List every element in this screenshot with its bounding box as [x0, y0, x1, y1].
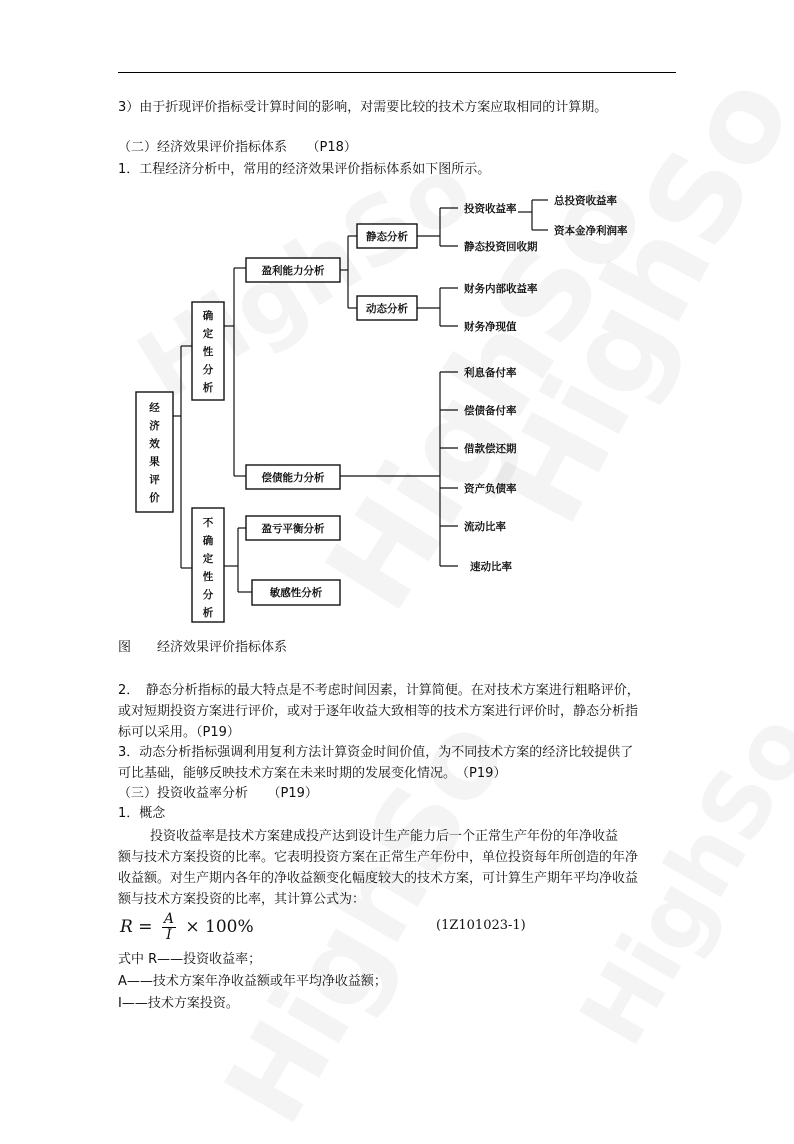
uncertain-char: 性: [202, 571, 214, 583]
definition-line: 式中 R——投资收益率；: [118, 952, 262, 967]
leaf-npv: 财务净现值: [464, 321, 517, 333]
paragraph-3: [118, 742, 678, 784]
uncertain-char: 确: [202, 535, 214, 547]
sensitivity-label: 敏感性分析: [269, 587, 323, 599]
certain-char: 析: [202, 382, 214, 394]
formula-denominator: I: [166, 927, 172, 943]
diagram-connectors: [173, 200, 548, 592]
root-char: 济: [149, 420, 160, 432]
section-heading-3: （三）投资收益率分析 （P19）: [118, 786, 318, 801]
formula-fraction: [162, 912, 176, 943]
static-label: 静态分析: [366, 231, 408, 243]
definition-line: A——技术方案年净收益额或年平均净收益额；: [118, 974, 387, 989]
paragraph-4: [118, 826, 678, 910]
formula-lhs: R =: [120, 917, 153, 937]
paragraph-line: 3．动态分析指标强调利用复利方法计算资金时间价值，为不同技术方案的经济比较提供了: [118, 745, 634, 760]
paragraph-line: 额与技术方案投资的比率，其计算公式为：: [118, 892, 366, 907]
root-char: 价: [149, 492, 160, 504]
root-char: 果: [149, 456, 160, 468]
paragraph-line: 或对短期投资方案进行评价，或对于逐年收益大致相等的技术方案进行评价时，静态分析指: [118, 704, 639, 719]
leaf-debt-item: 借款偿还期: [464, 443, 517, 455]
leaf-debt-item: 流动比率: [464, 521, 506, 533]
paragraph-line: 2． 静态分析指标的最大特点是不考虑时间因素，计算简便。在对技术方案进行粗略评价，: [118, 683, 640, 698]
paragraph-2: [118, 680, 678, 743]
formula-number: (1Z101023-1): [436, 918, 526, 933]
paragraph-line: 可比基础，能够反映技术方案在未来时期的发展变化情况。 （P19）: [118, 766, 507, 781]
roi-formula: [118, 908, 678, 948]
section-heading-2: （二）经济效果评价指标体系 （P18）: [118, 140, 357, 155]
root-char: 效: [149, 438, 160, 450]
formula-rhs: × 100%: [185, 917, 254, 937]
formula-numerator: A: [163, 911, 174, 927]
definition-line: I——技术方案投资。: [118, 996, 239, 1011]
leaf-debt-item: 偿债备付率: [464, 405, 517, 417]
paragraph-line: 额与技术方案投资的比率。它表明投资方案在正常生产年份中，单位投资每年所创造的年净: [118, 850, 639, 865]
certain-char: 确: [202, 310, 214, 322]
root-char: 评: [149, 474, 160, 486]
indicator-system-diagram: [118, 186, 678, 626]
leaf-roi: 投资收益率: [464, 203, 517, 215]
certain-char: 性: [202, 346, 214, 358]
uncertain-char: 析: [202, 607, 214, 619]
paragraph-line: 标可以采用。（P19）: [118, 725, 240, 740]
leaf-debt-item: 速动比率: [470, 561, 512, 573]
certain-char: 定: [202, 328, 214, 340]
text-line-3: 1．工程经济分析中，常用的经济效果评价指标体系如下图所示。: [118, 162, 491, 177]
uncertain-char: 定: [202, 553, 214, 565]
figure-caption: 图 经济效果评价指标体系: [118, 640, 288, 655]
text-line-1: 3）由于折现评价指标受计算时间的影响，对需要比较的技术方案应取相同的计算期。: [118, 100, 608, 115]
breakeven-label: 盈亏平衡分析: [261, 523, 325, 535]
leaf-debt-item: 利息备付率: [464, 367, 517, 379]
leaf-total-roi: 总投资收益率: [554, 195, 617, 207]
header-rule: [118, 72, 676, 73]
paragraph-line: 投资收益率是技术方案建成投产达到设计生产能力后一个正常生产年份的年净收益: [150, 829, 619, 844]
formula-expression: [120, 912, 254, 943]
dynamic-label: 动态分析: [366, 303, 408, 315]
leaf-irr: 财务内部收益率: [464, 283, 538, 295]
leaf-debt-item: 资产负债率: [464, 483, 517, 495]
solvency-label: 偿债能力分析: [261, 472, 325, 484]
uncertain-char: 分: [202, 589, 214, 601]
leaf-roe: 资本金净利润率: [554, 225, 628, 237]
root-char: 经: [149, 402, 160, 414]
profitability-label: 盈利能力分析: [261, 265, 325, 277]
paragraph-line: 收益额。对生产期内各年的净收益额变化幅度较大的技术方案，可计算生产期年平均净收益: [118, 871, 639, 886]
certain-char: 分: [202, 364, 214, 376]
uncertain-char: 不: [202, 517, 214, 529]
subheading-concept: 1．概念: [118, 806, 166, 821]
leaf-static-payback: 静态投资回收期: [464, 241, 538, 253]
